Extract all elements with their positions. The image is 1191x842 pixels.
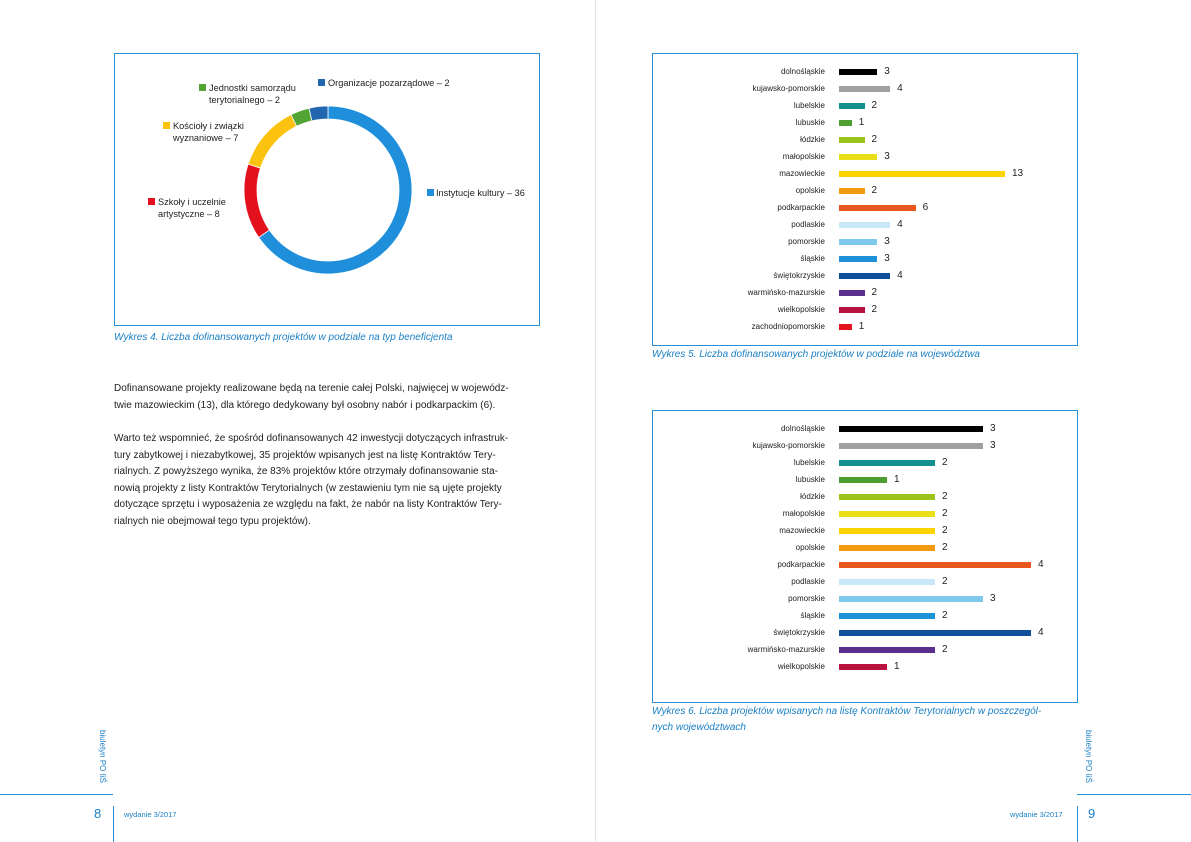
bar-category-label: wielkopolskie bbox=[777, 305, 825, 314]
bar-category-label: podkarpackie bbox=[777, 560, 825, 569]
bar bbox=[839, 171, 1005, 177]
bar bbox=[839, 154, 877, 160]
bar bbox=[839, 222, 890, 228]
bar-value-label: 2 bbox=[942, 508, 948, 519]
bar-value-label: 2 bbox=[942, 542, 948, 553]
bar-value-label: 1 bbox=[858, 321, 865, 332]
left-page bbox=[0, 0, 595, 842]
bar bbox=[839, 426, 983, 432]
bar-category-label: warmińsko-mazurskie bbox=[747, 288, 825, 297]
legend-label: Jednostki samorządu bbox=[209, 83, 296, 93]
bar bbox=[839, 494, 935, 500]
bar bbox=[839, 290, 865, 296]
caption-line: Wykres 6. Liczba projektów wpisanych na listę Kontraktów Terytorialnych w poszczegól- bbox=[652, 706, 1042, 717]
paragraph-1 bbox=[114, 381, 509, 414]
bar-value-label: 4 bbox=[1038, 627, 1044, 638]
bar-value-label: 2 bbox=[942, 525, 948, 536]
bar bbox=[839, 647, 935, 653]
bar-category-label: zachodniopomorskie bbox=[751, 322, 825, 331]
bar-value-label: 4 bbox=[897, 270, 903, 281]
legend-szkoly-i-uczelnie bbox=[148, 196, 268, 220]
paragraph-line: Warto też wspomnieć, że spośród dofinansowanych 42 inwestycji dotyczących infrastruk- bbox=[114, 433, 509, 444]
bar-category-label: łódzkie bbox=[800, 135, 825, 144]
bar bbox=[839, 324, 852, 330]
page-number: 8 bbox=[94, 806, 102, 821]
bar-category-label: lubuskie bbox=[795, 118, 825, 127]
bar-category-label: dolnośląskie bbox=[780, 424, 825, 433]
bar-value-label: 4 bbox=[897, 219, 903, 230]
bar bbox=[839, 562, 1031, 568]
bar bbox=[839, 545, 935, 551]
bar bbox=[839, 239, 877, 245]
bar bbox=[839, 460, 935, 466]
bar-chart-6 bbox=[653, 411, 1077, 702]
bar-value-label: 3 bbox=[884, 66, 890, 77]
edition-label: wydanie 3/2017 bbox=[124, 810, 177, 819]
bar-chart-5-frame bbox=[652, 53, 1078, 346]
bar-value-label: 2 bbox=[942, 576, 948, 587]
bar bbox=[839, 137, 865, 143]
legend-label-line2: terytorialnego – 2 bbox=[209, 95, 280, 105]
donut-segment bbox=[309, 106, 328, 121]
bar bbox=[839, 477, 887, 483]
bar bbox=[839, 256, 877, 262]
bar-category-label: śląskie bbox=[800, 611, 825, 620]
paragraph-line: twie mazowieckim (13), dla którego dedykowany był osobny nabór i podkarpackim (6). bbox=[114, 399, 496, 411]
bar-value-label: 1 bbox=[858, 117, 865, 128]
bar-category-label: małopolskie bbox=[782, 152, 825, 161]
bar bbox=[839, 528, 935, 534]
bar-category-label: warmińsko-mazurskie bbox=[747, 645, 825, 654]
bar bbox=[839, 664, 887, 670]
bar-value-label: 2 bbox=[942, 457, 948, 468]
bar bbox=[839, 630, 1031, 636]
legend-jednostki-samorzadu bbox=[199, 82, 319, 106]
right-page bbox=[596, 0, 1191, 842]
bar bbox=[839, 273, 890, 279]
legend-instytucje-kultury bbox=[427, 187, 525, 199]
bar-value-label: 3 bbox=[884, 236, 890, 247]
legend-label: Instytucje kultury – 36 bbox=[436, 188, 525, 198]
bar-value-label: 3 bbox=[990, 440, 996, 451]
bar-category-label: małopolskie bbox=[782, 509, 825, 518]
bar-chart-5 bbox=[653, 54, 1077, 345]
bar-category-label: kujawsko-pomorskie bbox=[752, 84, 825, 93]
bar bbox=[839, 307, 865, 313]
bar-category-label: podkarpackie bbox=[777, 203, 825, 212]
bar-value-label: 1 bbox=[894, 661, 900, 672]
bar-value-label: 1 bbox=[894, 474, 900, 485]
bar-category-label: świętokrzyskie bbox=[773, 271, 825, 280]
footer-rule bbox=[1077, 794, 1191, 795]
legend-label-line2: wyznaniowe – 7 bbox=[173, 133, 239, 143]
legend-organizacje-pozarzadowe bbox=[318, 77, 450, 89]
paragraph-line: nowią projekty z listy Kontraktów Terytorialnych (w zestawieniu tym nie są ujęte projekty bbox=[114, 482, 502, 494]
paragraph-line: dotyczące sprzętu i wyposażenia ze względu na fakt, że nabór na listy Kontraktów Tery- bbox=[114, 499, 502, 510]
chart-caption-4: Wykres 4. Liczba dofinansowanych projektów w podziale na typ beneficjenta bbox=[114, 332, 453, 343]
bar-category-label: lubelskie bbox=[793, 101, 825, 110]
legend-koscioly bbox=[163, 120, 283, 144]
bar-value-label: 3 bbox=[990, 593, 996, 604]
chart-caption-5: Wykres 5. Liczba dofinansowanych projektów w podziale na województwa bbox=[652, 349, 980, 360]
edition-label: wydanie 3/2017 bbox=[1010, 810, 1063, 819]
bar bbox=[839, 103, 865, 109]
bar-value-label: 2 bbox=[942, 610, 948, 621]
legend-swatch bbox=[318, 79, 325, 86]
bar-category-label: wielkopolskie bbox=[777, 662, 825, 671]
paragraph-line: Dofinansowane projekty realizowane będą na terenie całej Polski, najwięcej w wojewódz- bbox=[114, 383, 509, 394]
bar-category-label: kujawsko-pomorskie bbox=[752, 441, 825, 450]
bar-category-label: pomorskie bbox=[788, 594, 825, 603]
bar-value-label: 4 bbox=[897, 83, 903, 94]
bar-category-label: podlaskie bbox=[791, 220, 825, 229]
bar bbox=[839, 613, 935, 619]
caption-line: nych województwach bbox=[652, 722, 746, 733]
chart-caption-6 bbox=[652, 704, 1041, 736]
bar-chart-6-frame bbox=[652, 410, 1078, 703]
bar-value-label: 2 bbox=[871, 304, 878, 315]
bar-category-label: opolskie bbox=[795, 543, 825, 552]
bar bbox=[839, 579, 935, 585]
bar-value-label: 2 bbox=[871, 100, 878, 111]
bar-value-label: 2 bbox=[942, 491, 948, 502]
bar-value-label: 4 bbox=[1038, 559, 1044, 570]
bar-category-label: opolskie bbox=[795, 186, 825, 195]
bar-category-label: świętokrzyskie bbox=[773, 628, 825, 637]
vertical-publication-title: biuletyn PO IiŚ bbox=[1083, 730, 1093, 783]
bar-value-label: 3 bbox=[884, 253, 890, 264]
bar-category-label: pomorskie bbox=[788, 237, 825, 246]
vertical-publication-title: biuletyn PO IiŚ bbox=[97, 730, 107, 783]
legend-label: Szkoły i uczelnie bbox=[158, 197, 226, 207]
bar-value-label: 13 bbox=[1012, 168, 1024, 179]
bar bbox=[839, 69, 877, 75]
bar-category-label: lubelskie bbox=[793, 458, 825, 467]
legend-swatch bbox=[163, 122, 170, 129]
bar-category-label: śląskie bbox=[800, 254, 825, 263]
paragraph-2 bbox=[114, 431, 508, 530]
paragraph-line: rialnych nie obejmował tego typu projektów). bbox=[114, 515, 311, 527]
paragraph-line: tury zabytkowej i niezabytkowej, 35 projektów wpisanych jest na listę Kontraktów Tery- bbox=[114, 449, 496, 461]
bar-value-label: 2 bbox=[871, 134, 878, 145]
bar bbox=[839, 188, 865, 194]
bar-value-label: 2 bbox=[871, 185, 878, 196]
bar-category-label: łódzkie bbox=[800, 492, 825, 501]
legend-swatch bbox=[427, 189, 434, 196]
footer-rule bbox=[0, 794, 113, 795]
bar-category-label: mazowieckie bbox=[779, 526, 825, 535]
page-number: 9 bbox=[1088, 806, 1096, 821]
paragraph-line: rialnych. Z powyższego wynika, że 83% projektów które otrzymały dofinansowanie sta- bbox=[114, 466, 499, 477]
bar-value-label: 3 bbox=[884, 151, 890, 162]
bar-category-label: mazowieckie bbox=[779, 169, 825, 178]
bar bbox=[839, 596, 983, 602]
bar-value-label: 3 bbox=[990, 423, 996, 434]
bar-value-label: 2 bbox=[942, 644, 948, 655]
legend-label: Organizacje pozarządowe – 2 bbox=[328, 78, 450, 88]
bar bbox=[839, 86, 890, 92]
bar-value-label: 6 bbox=[922, 202, 929, 213]
legend-swatch bbox=[148, 198, 155, 205]
footer-divider bbox=[113, 806, 114, 842]
bar bbox=[839, 205, 916, 211]
bar-category-label: podlaskie bbox=[791, 577, 825, 586]
bar-category-label: dolnośląskie bbox=[780, 67, 825, 76]
legend-label: Kościoły i związki bbox=[173, 121, 244, 131]
bar bbox=[839, 443, 983, 449]
bar-value-label: 2 bbox=[871, 287, 878, 298]
bar bbox=[839, 120, 852, 126]
bar-category-label: lubuskie bbox=[795, 475, 825, 484]
footer-divider bbox=[1077, 806, 1078, 842]
legend-label-line2: artystyczne – 8 bbox=[158, 209, 220, 219]
legend-swatch bbox=[199, 84, 206, 91]
bar bbox=[839, 511, 935, 517]
